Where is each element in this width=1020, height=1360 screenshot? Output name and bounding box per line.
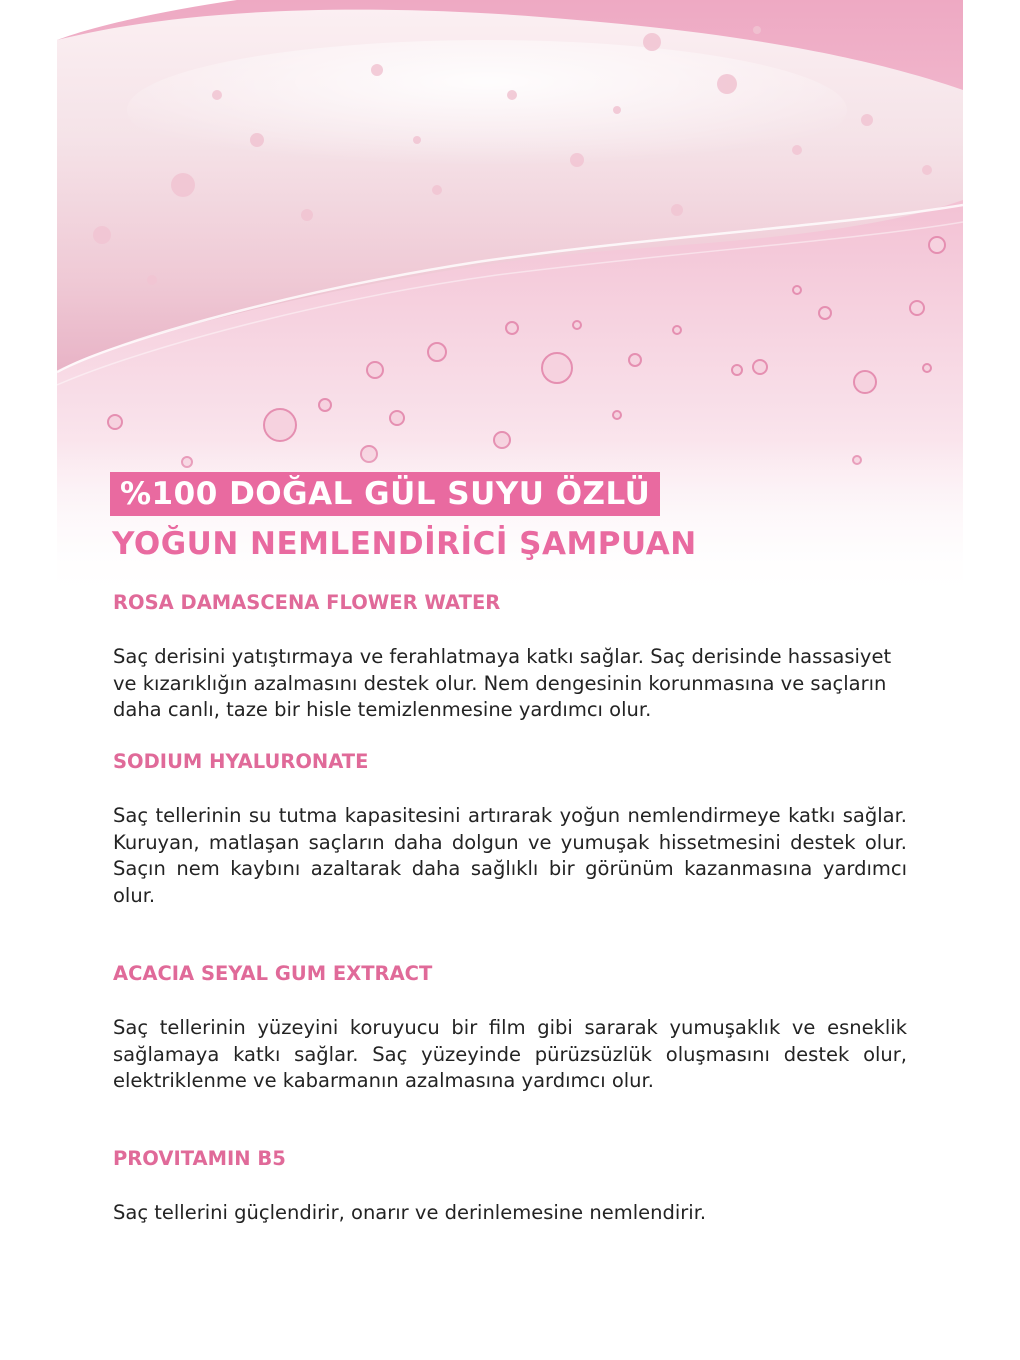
headline-highlight: %100 DOĞAL GÜL SUYU ÖZLÜ — [110, 472, 660, 516]
ingredient-description: Saç tellerini güçlendirir, onarır ve derinlemesine nemlendirir. — [113, 1201, 707, 1224]
ingredient-description: Saç derisini yatıştırmaya ve ferahlatmaya katkı sağlar. Saç derisinde hassasiyet ve kızarıklığın azalmasını destek olur. Nem dengesinin korunmasına ve saçların daha canlı, taze bir hisle temizlenmesine yardımcı olur. — [113, 645, 892, 721]
ingredient-section-hyaluronate — [113, 749, 907, 909]
product-headline — [110, 472, 697, 566]
ingredient-section-provitamin — [113, 1146, 907, 1227]
ingredient-section-rosa — [113, 590, 907, 724]
ingredient-title: ROSA DAMASCENA FLOWER WATER — [113, 591, 501, 614]
ingredient-title: ACACIA SEYAL GUM EXTRACT — [113, 962, 433, 985]
ingredient-title: PROVITAMIN B5 — [113, 1147, 286, 1170]
ingredient-description: Saç tellerinin yüzeyini koruyucu bir film gibi sararak yumuşaklık ve esneklik sağlamaya katkı sağlar. Saç yüzeyinde pürüzsüzlük oluşmasını destek olur, elektriklenme ve kabarmanın azalmasına yardımcı olur. — [113, 1016, 907, 1092]
headline-subtitle: YOĞUN NEMLENDİRİCİ ŞAMPUAN — [112, 526, 697, 562]
ingredient-description: Saç tellerinin su tutma kapasitesini artırarak yoğun nemlendirmeye katkı sağlar. Kuruyan, matlaşan saçların daha dolgun ve yumuşak hissetmesini destek olur. Saçın nem kaybını azaltarak daha sağlıklı bir görünüm kazanmasına yardımcı olur. — [113, 804, 907, 907]
ingredient-section-acacia — [113, 961, 907, 1095]
ingredient-title: SODIUM HYALURONATE — [113, 750, 369, 773]
